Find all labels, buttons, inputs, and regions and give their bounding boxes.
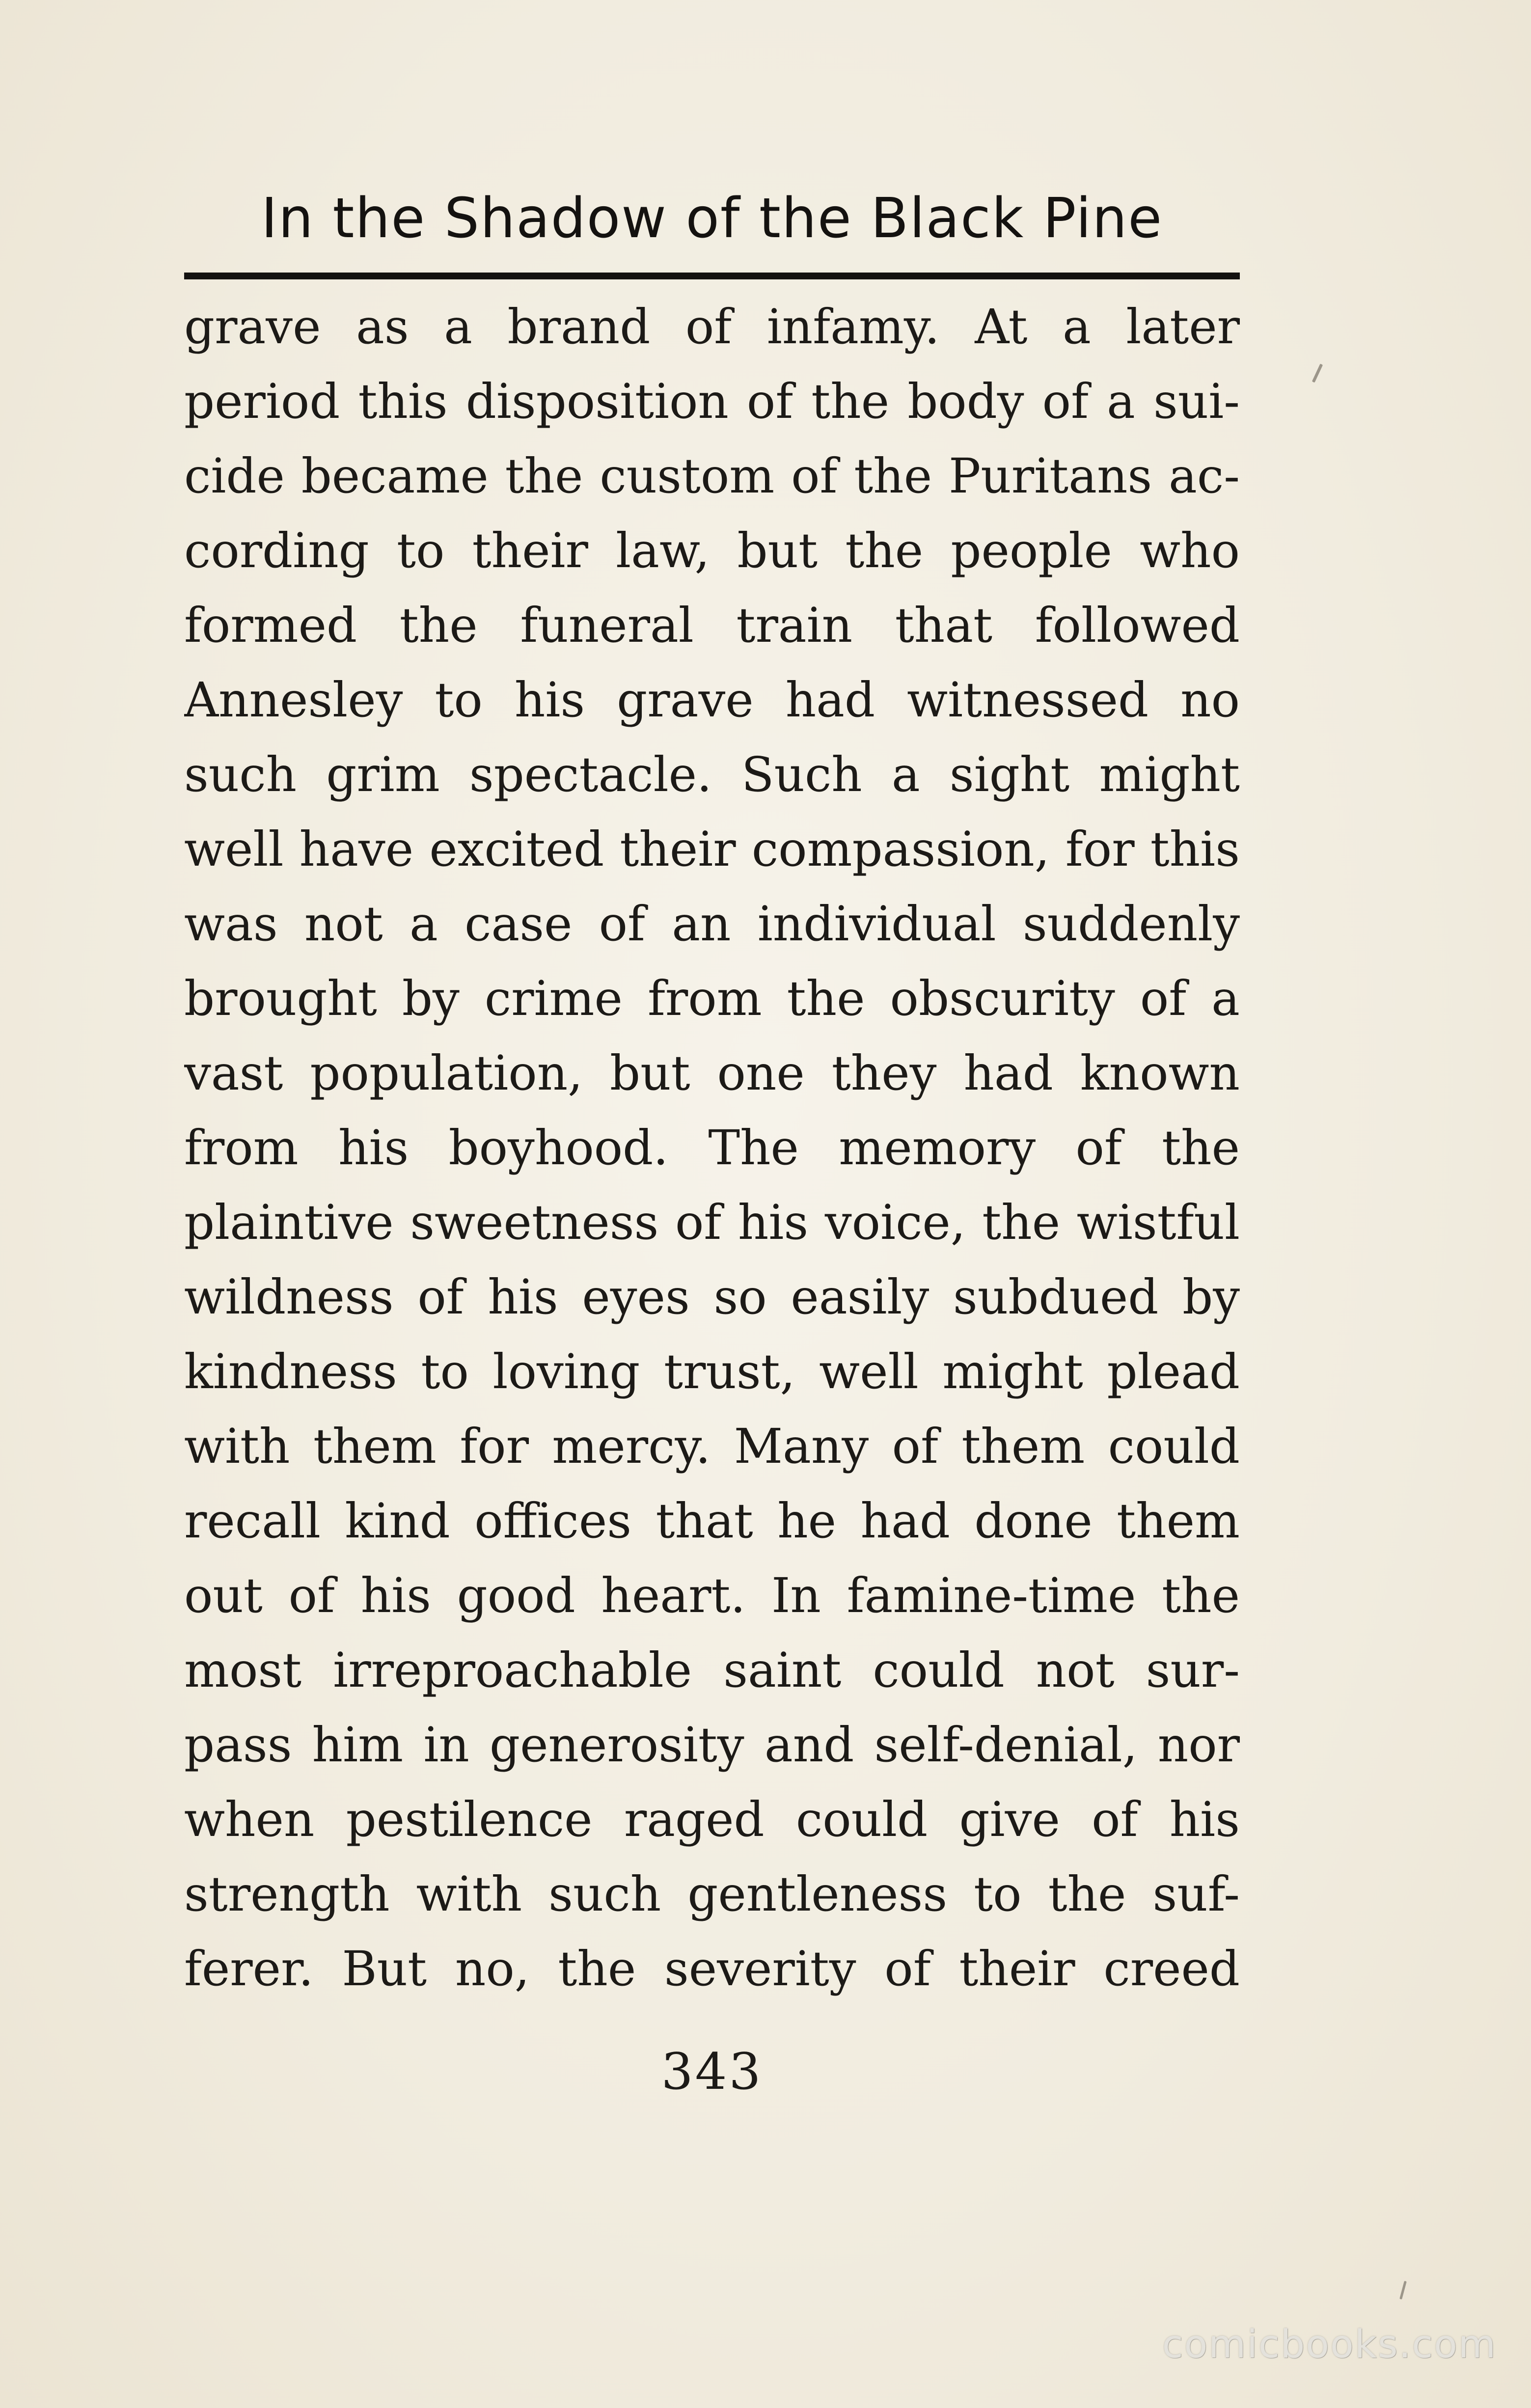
text-line: with them for mercy. Many of them could [184, 1419, 1240, 1474]
text-line: cording to their law, but the people who [184, 523, 1240, 578]
text-line: well have excited their compassion, for this [184, 821, 1240, 877]
header-rule [184, 273, 1240, 279]
text-line: grave as a brand of infamy. At a later [184, 299, 1240, 355]
text-line: strength with such gentleness to the suf- [184, 1866, 1240, 1922]
text-line: such grim spectacle. Such a sight might [184, 747, 1240, 802]
text-line: was not a case of an individual suddenly [184, 896, 1240, 952]
text-line: vast population, but one they had known [184, 1045, 1240, 1101]
text-line: out of his good heart. In famine-time the [184, 1568, 1240, 1623]
text-line: when pestilence raged could give of his [184, 1792, 1240, 1847]
paper-speck [1312, 364, 1323, 383]
text-line: period this disposition of the body of a sui- [184, 374, 1240, 429]
running-head: In the Shadow of the Black Pine [261, 187, 1163, 250]
body-text [184, 290, 1240, 2006]
paper-speck [1399, 2281, 1407, 2299]
text-line: wildness of his eyes so easily subdued by [184, 1269, 1240, 1325]
text-line: pass him in generosity and self-denial, nor [184, 1717, 1240, 1773]
text-line: formed the funeral train that followed [184, 598, 1240, 653]
text-line: most irreproachable saint could not sur- [184, 1642, 1240, 1698]
text-line: from his boyhood. The memory of the [184, 1120, 1240, 1176]
text-line: kindness to loving trust, well might plead [184, 1344, 1240, 1399]
text-line: recall kind offices that he had done them [184, 1493, 1240, 1549]
page-number: 343 [661, 2043, 763, 2101]
text-line: plaintive sweetness of his voice, the wistful [184, 1195, 1240, 1250]
text-line: Annesley to his grave had witnessed no [184, 672, 1240, 728]
text-line: cide became the custom of the Puritans ac- [184, 448, 1240, 504]
text-line: ferer. But no, the severity of their creed [184, 1941, 1240, 1997]
text-line: brought by crime from the obscurity of a [184, 971, 1240, 1026]
watermark: comicbooks.com [1162, 2323, 1497, 2367]
